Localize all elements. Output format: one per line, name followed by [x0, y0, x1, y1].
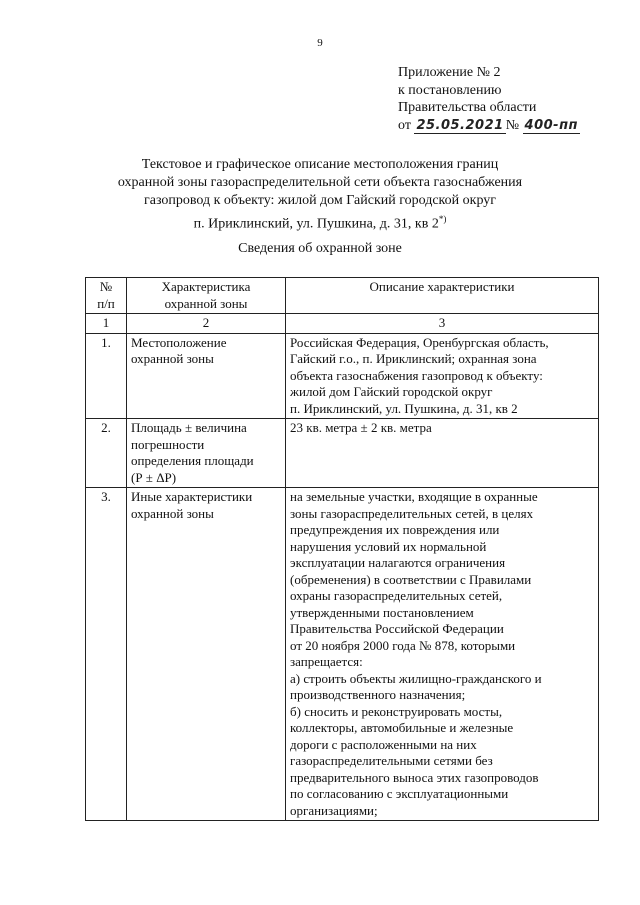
- description-line: дороги с расположенными на них: [290, 736, 477, 752]
- document-title: [0, 156, 640, 234]
- header-text: охранной зоны: [164, 295, 248, 311]
- page-number: 9: [317, 37, 323, 49]
- description-line: от 20 ноября 2000 года № 878, которыми: [290, 637, 516, 653]
- description-line: Гайский г.о., п. Ириклинский; охранная зона: [290, 351, 537, 366]
- title-line: [0, 210, 640, 234]
- description-line: Правительства Российской Федерации: [290, 621, 504, 636]
- header-text: Описание характеристики: [369, 279, 515, 294]
- header-text: п/п: [97, 295, 115, 311]
- characteristic-line: Площадь ± величина: [131, 420, 247, 435]
- description-line: 23 кв. метра ± 2 кв. метра: [290, 420, 432, 435]
- description-line: эксплуатации налагаются ограничения: [290, 555, 506, 570]
- description-line: коллекторы, автомобильные и железные: [290, 720, 514, 735]
- description-line: на земельные участки, входящие в охранные: [290, 489, 538, 504]
- title-line: Текстовое и графическое описание местоположения границ: [141, 157, 499, 172]
- annex-date-line: [398, 117, 580, 135]
- table-header-row: [86, 278, 599, 314]
- characteristic-line: охранной зоны: [131, 351, 214, 366]
- characteristic-line: Иные характеристики: [131, 489, 253, 504]
- description-line: организациями;: [290, 802, 378, 818]
- characteristic-cell: [127, 488, 286, 821]
- table-index-row: [86, 314, 599, 334]
- description-line: б) сносить и реконструировать мосты,: [290, 703, 503, 719]
- description-line: газораспределительными сетями без: [290, 753, 493, 768]
- index-cell: 1: [86, 314, 127, 334]
- number-prefix: №: [505, 117, 520, 133]
- annex-line: Приложение № 2: [398, 65, 501, 80]
- header-description: [286, 278, 599, 314]
- header-text: №: [99, 279, 113, 294]
- date-prefix: от: [398, 117, 411, 133]
- footnote-mark: *): [438, 214, 447, 224]
- description-line: производственного назначения;: [290, 687, 466, 702]
- annex-line: Правительства области: [398, 100, 537, 115]
- table-row: [86, 419, 599, 488]
- description-cell: [286, 419, 599, 488]
- description-line: зоны газораспределительных сетей, в целях: [290, 505, 534, 521]
- header-text: Характеристика: [161, 279, 251, 294]
- characteristic-cell: [127, 333, 286, 419]
- description-line: а) строить объекты жилищно-гражданского и: [290, 670, 542, 686]
- description-cell: [286, 333, 599, 419]
- description-line: Российская Федерация, Оренбургская область,: [290, 334, 549, 350]
- characteristic-line: Местоположение: [131, 334, 227, 350]
- row-number-cell: 1.: [86, 333, 127, 419]
- header-characteristic: [127, 278, 286, 314]
- index-cell: 3: [286, 314, 599, 334]
- description-line: охраны газораспределительных сетей,: [290, 588, 503, 603]
- row-number-cell: 2.: [86, 419, 127, 488]
- description-line: п. Ириклинский, ул. Пушкина, д. 31, кв 2: [290, 400, 518, 416]
- title-line: газопровод к объекту: жилой дом Гайский городской округ: [144, 193, 496, 208]
- title-line-text: п. Ириклинский, ул. Пушкина, д. 31, кв 2: [193, 216, 439, 232]
- characteristic-line: охранной зоны: [131, 505, 214, 521]
- characteristic-line: погрешности: [131, 436, 205, 452]
- annex-header: [398, 64, 580, 134]
- table-row: [86, 488, 599, 821]
- row-number-cell: 3.: [86, 488, 127, 821]
- handwritten-date: 25.05.2021: [416, 117, 504, 133]
- description-line: предварительного выноса этих газопроводов: [290, 769, 539, 785]
- description-line: запрещается:: [290, 654, 363, 669]
- description-cell: [286, 488, 599, 821]
- description-line: (обременения) в соответствии с Правилами: [290, 571, 532, 587]
- characteristic-cell: [127, 419, 286, 488]
- section-subtitle: Сведения об охранной зоне: [238, 241, 402, 256]
- table-row: [86, 333, 599, 419]
- header-number: [86, 278, 127, 314]
- description-line: жилой дом Гайский городской округ: [290, 384, 493, 399]
- zone-info-table: [85, 277, 599, 821]
- title-line: охранной зоны газораспределительной сети объекта газоснабжения: [117, 175, 523, 190]
- handwritten-number: 400-пп: [524, 117, 579, 133]
- description-line: утвержденными постановлением: [290, 604, 474, 620]
- description-line: предупреждения их повреждения или: [290, 522, 500, 537]
- index-cell: 2: [127, 314, 286, 334]
- characteristic-line: определения площади: [131, 453, 254, 468]
- characteristic-line: (Р ± ΔР): [131, 469, 177, 485]
- description-line: по согласованию с эксплуатационными: [290, 786, 509, 801]
- annex-line: к постановлению: [398, 82, 502, 98]
- description-line: нарушения условий их нормальной: [290, 538, 487, 554]
- description-line: объекта газоснабжения газопровод к объекту:: [290, 367, 543, 383]
